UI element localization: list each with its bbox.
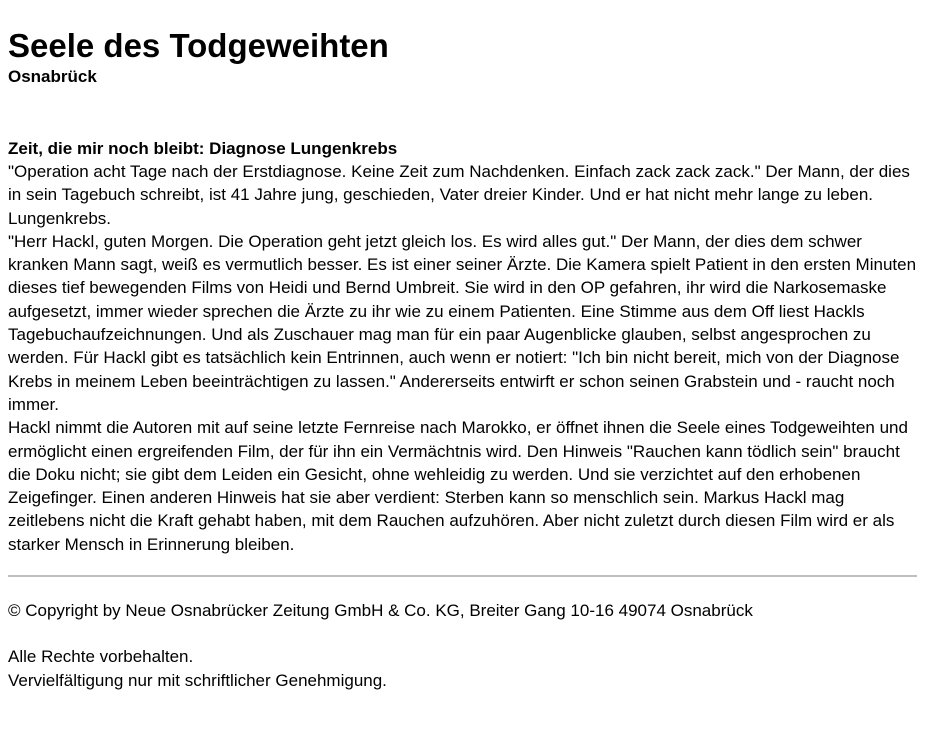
article-headline: Zeit, die mir noch bleibt: Diagnose Lungenkrebs bbox=[8, 139, 398, 158]
city-label: Osnabrück bbox=[8, 67, 97, 86]
footer bbox=[8, 599, 924, 692]
rights-text: Alle Rechte vorbehalten. bbox=[8, 647, 194, 667]
reproduction-text: Vervielfältigung nur mit schriftlicher Genehmigung. bbox=[8, 670, 387, 690]
article-paragraph: "Operation acht Tage nach der Erstdiagnose. Keine Zeit zum Nachdenken. Einfach zack zack zack." Der Mann, der dies in sein Tagebuch schreibt, ist 41 Jahre jung, geschieden, Vater dreier Kinder. Und er hat nicht mehr lange zu leben. Lungenkrebs. bbox=[8, 162, 910, 228]
article bbox=[8, 137, 924, 556]
article-paragraph: "Herr Hackl, guten Morgen. Die Operation geht jetzt gleich los. Es wird alles gut." Der Mann, der dies dem schwer kranken Mann sagt, weiß es vermutlich besser. Es ist einer seiner Ärzte. Die Kamera spielt Patient in den ersten Minuten dieses tief bewegenden Films von Heidi und Bernd Umbreit. Sie wird in den OP gefahren, ihr wird die Narkosemaske aufgesetzt, immer wieder sprechen die Ärzte zu ihr wie zu einem Patienten. Eine Stimme aus dem Off liest Hackls Tagebuchaufzeichnungen. Und als Zuschauer mag man für ein paar Augenblicke glauben, selbst angesprochen zu werden. Für Hackl gibt es tatsächlich kein Entrinnen, auch wenn er notiert: "Ich bin nicht bereit, mich von der Diagnose Krebs in meinem Leben beeinträchtigen zu lassen." Andererseits entwirft er schon seinen Grabstein und - raucht noch immer. bbox=[8, 231, 917, 414]
page-title: Seele des Todgeweihten bbox=[8, 27, 389, 64]
copyright-text: © Copyright by Neue Osnabrücker Zeitung GmbH & Co. KG, Breiter Gang 10-16 49074 Osnabrück bbox=[8, 601, 753, 621]
spacer bbox=[8, 622, 924, 645]
divider bbox=[8, 575, 917, 577]
article-paragraph: Hackl nimmt die Autoren mit auf seine letzte Fernreise nach Marokko, er öffnet ihnen die Seele eines Todgeweihten und ermöglicht einen ergreifenden Film, der für ihn ein Vermächtnis wird. Den Hinweis "Rauchen kann tödlich sein" braucht die Doku nicht; sie gibt dem Leiden ein Gesicht, ohne wehleidig zu werden. Und sie verzichtet auf den erhobenen Zeigefinger. Einen anderen Hinweis hat sie aber verdient: Sterben kann so menschlich sein. Markus Hackl mag zeitlebens nicht die Kraft gehabt haben, mit dem Rauchen aufzuhören. Aber nicht zuletzt durch diesen Film wird er als starker Mensch in Erinnerung bleiben. bbox=[8, 418, 908, 554]
